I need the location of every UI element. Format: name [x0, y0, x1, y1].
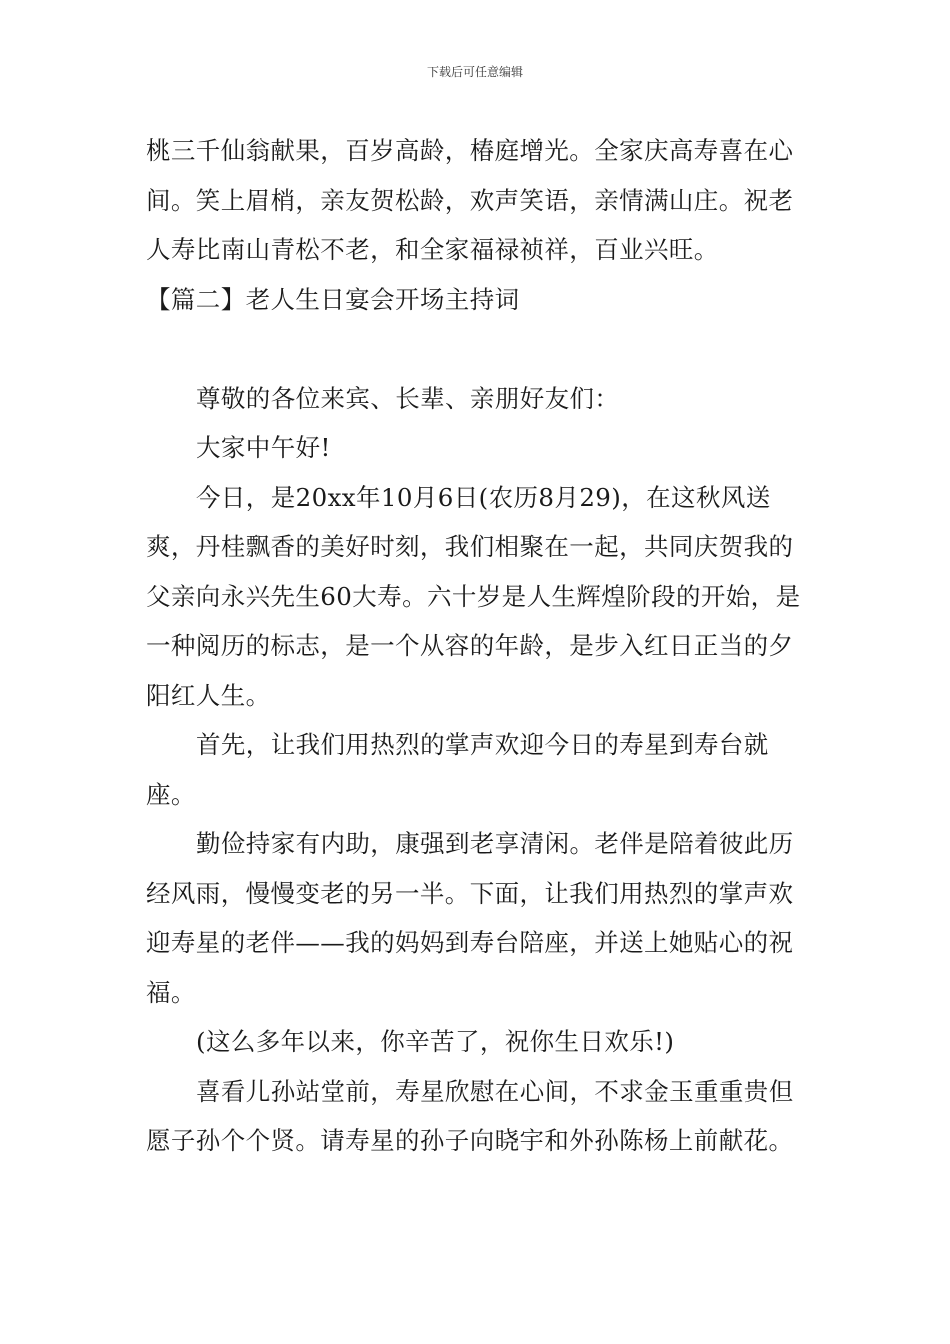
page-header: 下载后可任意编辑 — [426, 65, 523, 79]
paragraph-welcome: 首先，让我们用热烈的掌声欢迎今日的寿星到寿台就座。 — [146, 730, 769, 809]
paragraph-spouse: 勤俭持家有内助，康强到老享清闲。老伴是陪着彼此历经风雨，慢慢变老的另一半。下面，让我们用热烈的掌声欢迎寿星的老伴——我的妈妈到寿台陪座，并送上她贴心的祝福。 — [146, 829, 794, 1007]
paragraph-greeting: 尊敬的各位来宾、长辈、亲朋好友们： — [196, 383, 620, 413]
intro-paragraph: 桃三千仙翁献果，百岁高龄，椿庭增光。全家庆高寿喜在心间。笑上眉梢，亲友贺松龄，欢声笑语，亲情满山庄。祝老人寿比南山青松不老，和全家福禄祯祥，百业兴旺。 — [146, 136, 794, 264]
section-title: 【篇二】老人生日宴会开场主持词 — [146, 284, 520, 314]
paragraph-hello: 大家中午好! — [196, 433, 331, 462]
paragraph-grandchildren: 喜看儿孙站堂前，寿星欣慰在心间，不求金玉重重贵但愿子孙个个贤。请寿星的孙子向晓宇和外孙陈杨上前献花。 — [146, 1076, 794, 1155]
paragraph-wish: (这么多年以来，你辛苦了，祝你生日欢乐!) — [196, 1027, 675, 1056]
paragraph-today: 今日，是20xx年10月6日(农历8月29)，在这秋风送爽，丹桂飘香的美好时刻，我们相聚在一起，共同庆贺我的父亲向永兴先生60大寿。六十岁是人生辉煌阶段的开始，是一种阅历的标志，是一个从容的年龄，是步入红日正当的夕阳红人生。 — [146, 482, 801, 710]
document-body — [146, 126, 816, 1166]
spacer — [146, 324, 816, 374]
